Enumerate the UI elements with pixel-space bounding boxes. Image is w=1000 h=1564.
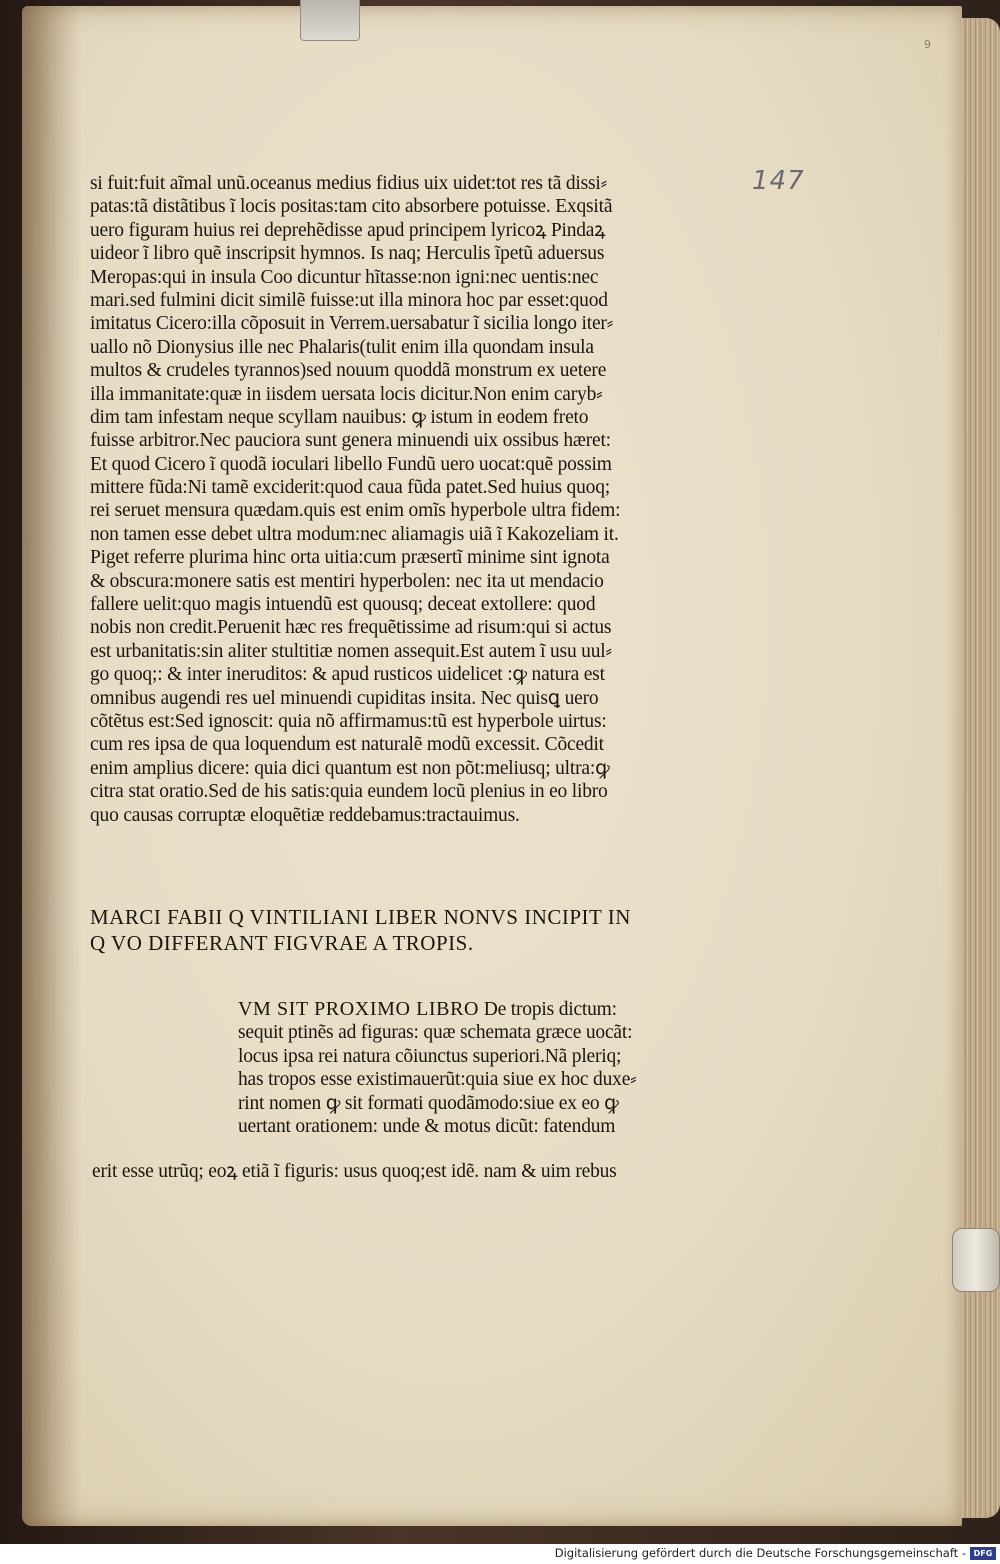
text-line: uero figuram huius rei deprehẽdisse apud principem lyricoꝝ Pindaꝝ	[90, 219, 606, 241]
text-line: illa immanitate:quæ in iisdem uersata locis dicitur.Non enim caryb⸗	[90, 383, 603, 405]
chapter-heading	[90, 904, 700, 956]
text-line: locus ipsa rei natura cõiunctus superiori.Nã pleriq;	[238, 1045, 622, 1067]
incipit-first-line	[238, 998, 698, 1021]
text-line: Meropas:qui in insula Coo dicuntur hĩtasse:non igni:nec uentis:nec	[90, 266, 599, 288]
gutter-shadow	[22, 6, 82, 1526]
dfg-logo: DFG	[970, 1547, 996, 1560]
text-line: nobis non credit.Peruenit hæc res frequẽtissime ad risum:qui si actus	[90, 617, 612, 639]
text-line: rint nomen ꝙ sit formati quodãmodo:siue ex eo ꝙ	[238, 1092, 619, 1114]
text-line: mittere fũda:Ni tamẽ exciderit:quod caua fũda patet.Sed huius quoq;	[90, 477, 610, 499]
page-clip	[952, 1228, 1000, 1292]
funding-notice: Digitalisierung gefördert durch die Deutsche Forschungsgemeinschaft -	[554, 1546, 966, 1560]
text-line: erit esse utrũq; eoꝝ etiã ĩ figuris: usus quoq;est idẽ. nam & uim rebus	[92, 1161, 617, 1182]
footer-bar	[0, 1544, 1000, 1564]
text-line: enim amplius dicere: quia dici quantum est non põt:meliusq; ultra:ꝙ	[90, 757, 610, 779]
text-line: sequit ptinẽs ad figuras: quæ schemata græce uocãt:	[238, 1022, 633, 1044]
text-line: mari.sed fulmini dicit similẽ fuisse:ut illa minora hoc par esset:quod	[90, 289, 608, 311]
handwritten-page-number: 147	[752, 166, 805, 196]
incipit-capitals: VM SIT PROXIMO LIBRO	[238, 998, 480, 1020]
incipit-paragraph	[238, 998, 698, 1138]
text-line: Piget referre plurima hinc orta uitia:cum præsertĩ minime sint ignota	[90, 547, 610, 569]
text-line: uideor ĩ libro quẽ inscripsit hymnos. Is naq; Herculis ĩpetũ aduersus	[90, 243, 605, 265]
text-line: quo causas corruptæ eloquẽtiæ reddebamus:tractauimus.	[90, 804, 520, 826]
heading-line: Q VO DIFFERANT FIGVRAE A TROPIS.	[90, 931, 474, 955]
body-text	[90, 172, 690, 827]
text-line: & obscura:monere satis est mentiri hyperbolen: nec ita ut mendacio	[90, 570, 604, 592]
text-line: uertant orationem: unde & motus dicũt: fatendum	[238, 1115, 616, 1137]
text-line: cum res ipsa de qua loquendum est naturalẽ modũ excessit. Cõcedit	[90, 734, 604, 756]
text-line: Et quod Cicero ĩ quodã ioculari libello Fundũ uero uocat:quẽ possim	[90, 453, 612, 475]
text-line: has tropos esse existimauerũt:quia siue ex hoc duxe⸗	[238, 1069, 637, 1091]
incipit-first-line-rest: De tropis dictum:	[479, 999, 617, 1020]
text-line: non tamen esse debet ultra modum:nec aliamagis uiã ĩ Kakozeliam it.	[90, 523, 619, 545]
text-line: fallere uelit:quo magis intuendũ est quousq; deceat extollere: quod	[90, 594, 596, 616]
bookmark-tab	[300, 0, 360, 41]
folio-mark: 9	[924, 38, 931, 51]
text-line: citra stat oratio.Sed de his satis:quia eundem locũ plenius in eo libro	[90, 781, 608, 803]
text-line: cõtẽtus est:Sed ignoscit: quia nõ affirmamus:tũ est hyperbole uirtus:	[90, 710, 607, 732]
text-line: est urbanitatis:sin aliter stultitiæ nomen assequit.Est autem ĩ usu uul⸗	[90, 640, 612, 662]
text-line: multos & crudeles tyrannos)sed nouum quoddã monstrum ex uetere	[90, 360, 607, 382]
text-line: dim tam infestam neque scyllam nauibus: ꝙ istum in eodem freto	[90, 406, 589, 428]
text-line: imitatus Cicero:illa cõposuit in Verrem.uersabatur ĩ sicilia longo iter⸗	[90, 313, 613, 335]
text-line: si fuit:fuit aĩmal unũ.oceanus medius fidius uix uidet:tot res tã dissi⸗	[90, 173, 607, 194]
heading-line: MARCI FABII Q VINTILIANI LIBER NONVS INCIPIT IN	[90, 905, 631, 929]
text-line: go quoq;: & inter ineruditos: & apud rusticos uidelicet :ꝙ natura est	[90, 664, 605, 686]
text-line: rei seruet mensura quædam.quis est enim omĩs hyperbole ultra fidem:	[90, 500, 621, 522]
text-line: fuisse arbitror.Nec pauciora sunt genera minuendi uix ossibus hæret:	[90, 430, 611, 452]
text-line: omnibus augendi res uel minuendi cupiditas insita. Nec quisꝗ uero	[90, 687, 599, 709]
text-line: uallo nõ Dionysius ille nec Phalaris(tulit enim illa quondam insula	[90, 336, 594, 358]
text-line: patas:tã distãtibus ĩ locis positas:tam cito absorbere potuisse. Exqsitã	[90, 196, 613, 218]
